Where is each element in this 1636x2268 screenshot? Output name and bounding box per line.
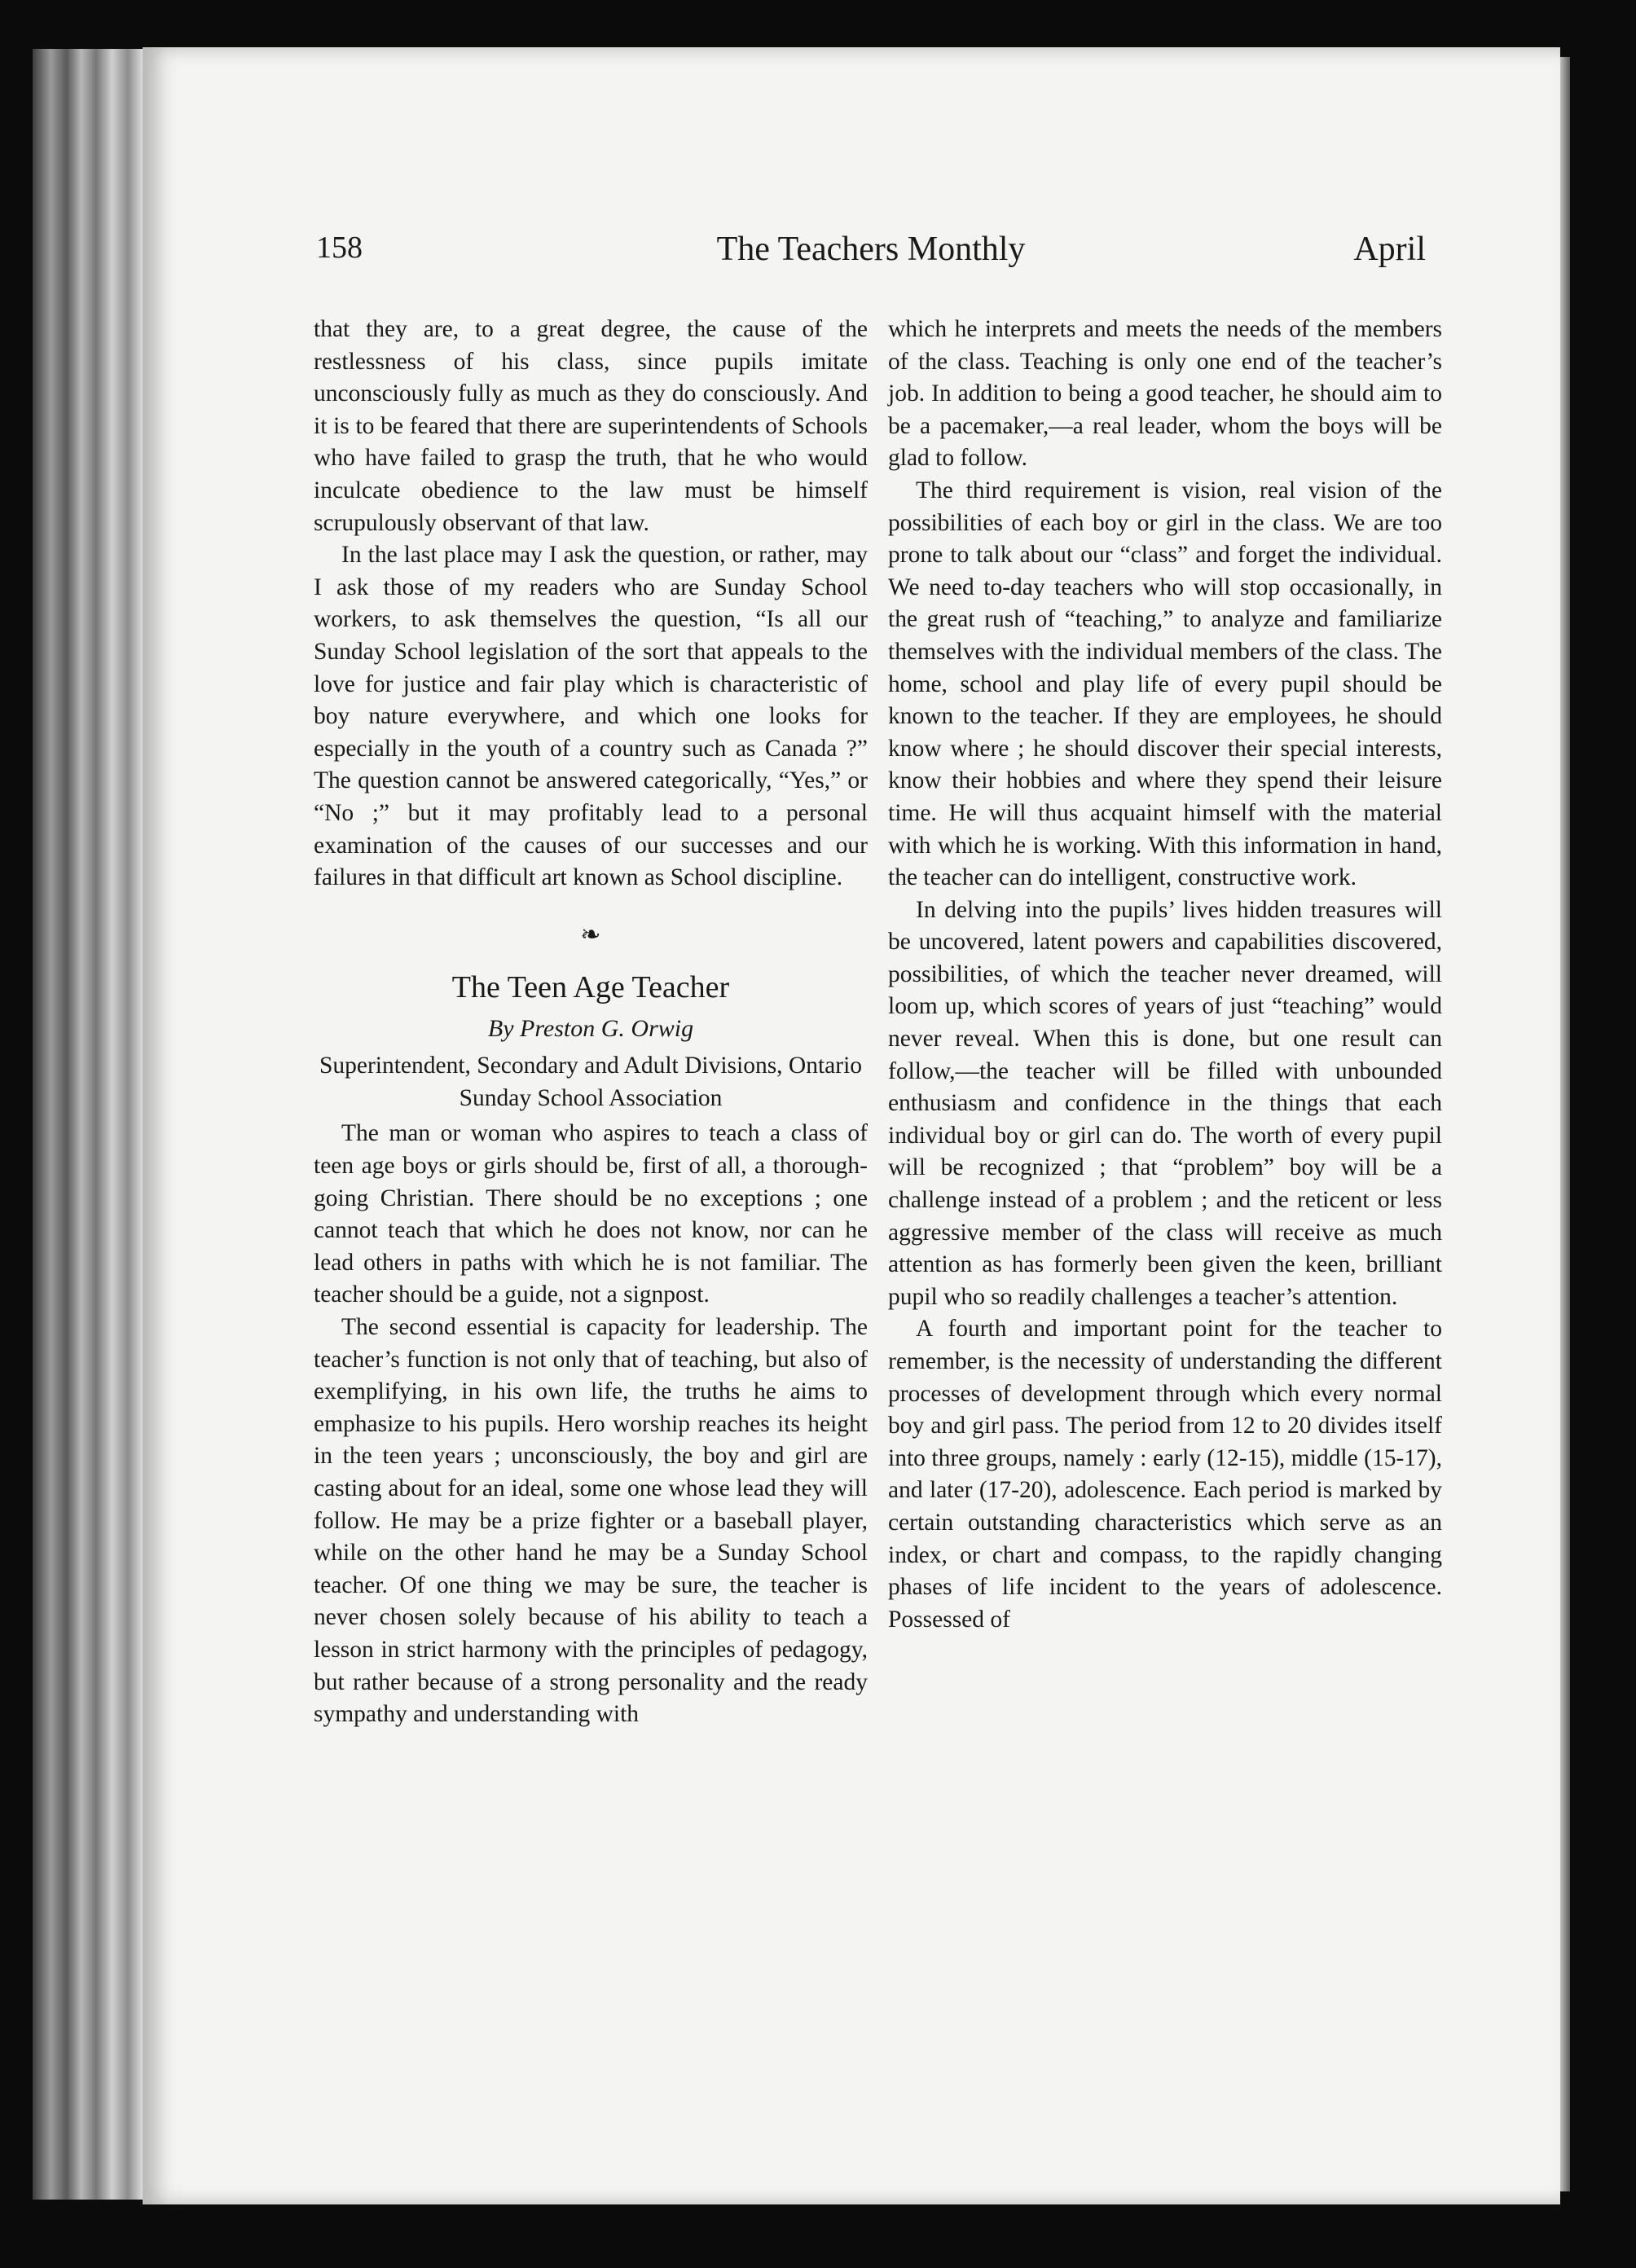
page-number: 158 bbox=[316, 231, 363, 265]
left-column bbox=[314, 314, 868, 1731]
article-title: The Teen Age Teacher bbox=[451, 970, 730, 1005]
paragraph-delving: In delving into the pupils’ lives hidden treasures will be uncovered, latent powers and capabilities discovered, possibilities, of which the teacher never dreamed, will loom up, which scores of years of just “teaching” would never reveal. When this is done, but one result can follow,—the teacher will be filled with unbounded enthusiasm and confidence in the things that each individual boy or girl can do. The worth of every pupil will be recognized ; that “problem” boy will be a challenge instead of a problem ; and the reticent or less aggressive member of the class will receive as much attention as has formerly been given the keen, brilliant pupil who so readily challenges a teacher’s attention. bbox=[888, 896, 1442, 1310]
issue-month: April bbox=[1353, 231, 1426, 268]
paragraph-first-essential: The man or woman who aspires to teach a class of teen age boys or girls should be, first of all, a thorough-going Christian. There should be no exceptions ; one cannot teach that which he does not know, nor can he lead others in paths with which he is not familiar. The teacher should be a guide, not a signpost. bbox=[314, 1120, 868, 1308]
paragraph-continued-right: which he interprets and meets the needs of the members of the class. Teaching is only one end of the teacher’s job. In addition to being a good teacher, he should aim to be a pacemaker,—a real leader, whom the boys will be glad to follow. bbox=[888, 316, 1442, 472]
paragraph-third-requirement: The third requirement is vision, real vision of the possibilities of each boy or girl in the class. We are too prone to talk about our “class” and forget the individual. We need to-day teachers who will stop occasionally, in the great rush of “teaching,” to analyze and familiarize themselves with the individual members of the class. The home, school and play life of every pupil should be known to the teacher. If they are employees, he should know where ; he should discover their special interests, know their hobbies and where they spend their leisure time. He will thus acquaint himself with the material with which he is working. With this information in hand, the teacher can do intelligent, constructive work. bbox=[888, 477, 1442, 891]
book-right-edge bbox=[1560, 57, 1570, 2191]
author-affiliation: Superintendent, Secondary and Adult Divisions, Ontario Sunday School Association bbox=[319, 1053, 863, 1111]
paragraph-second-essential: The second essential is capacity for leadership. The teacher’s function is not only that of teaching, but also of exemplifying, in his own life, the truths he aims to emphasize to his pupils. Hero worship reaches its height in the teen years ; unconsciously, the boy and girl are casting about for an ideal, some one whose lead they will follow. He may be a prize fighter or a baseball player, while on the other hand he may be a Sunday School teacher. Of one thing we may be sure, the teacher is never chosen solely because of his ability to teach a lesson in strict harmony with the principles of pedagogy, but rather because of a strong personality and the ready sympathy and understanding with bbox=[314, 1314, 868, 1728]
paragraph-last-place: In the last place may I ask the question, or rather, may I ask those of my readers who are Sunday School workers, to ask themselves the question, “Is all our Sunday School legislation of the sort that appeals to the love for justice and fair play which is characteristic of boy nature everywhere, and which one looks for especially in the youth of a country such as Canada ?” The question cannot be answered categorically, “Yes,” or “No ;” but it may profitably lead to a personal examination of the causes of our successes and our failures in that difficult art known as School discipline. bbox=[314, 542, 868, 891]
book-page-edges bbox=[33, 49, 155, 2200]
right-column bbox=[888, 314, 1442, 1636]
paragraph-fourth-point: A fourth and important point for the teacher to remember, is the necessity of understanding the different processes of development through which every normal boy and girl pass. The period from 12 to 20 divides itself into three groups, namely : early (12-15), middle (15-17), and later (17-20), adolescence. Each period is marked by certain outstanding characteristics which serve as an index, or chart and compass, to the rapidly changing phases of life incident to the years of adolescence. Possessed of bbox=[888, 1316, 1442, 1633]
article-byline: By Preston G. Orwig bbox=[487, 1015, 694, 1043]
paragraph-continued-left: that they are, to a great degree, the cause of the restlessness of his class, since pupils imitate unconsciously fully as much as they do consciously. And it is to be feared that there are superintendents of Schools who have failed to grasp the truth, that he who would inculcate obedience to the law must be himself scrupulously observant of that law. bbox=[314, 316, 868, 536]
fleuron-ornament: ❧ bbox=[580, 921, 601, 948]
journal-title: The Teachers Monthly bbox=[716, 231, 1026, 268]
running-head bbox=[316, 230, 1426, 287]
